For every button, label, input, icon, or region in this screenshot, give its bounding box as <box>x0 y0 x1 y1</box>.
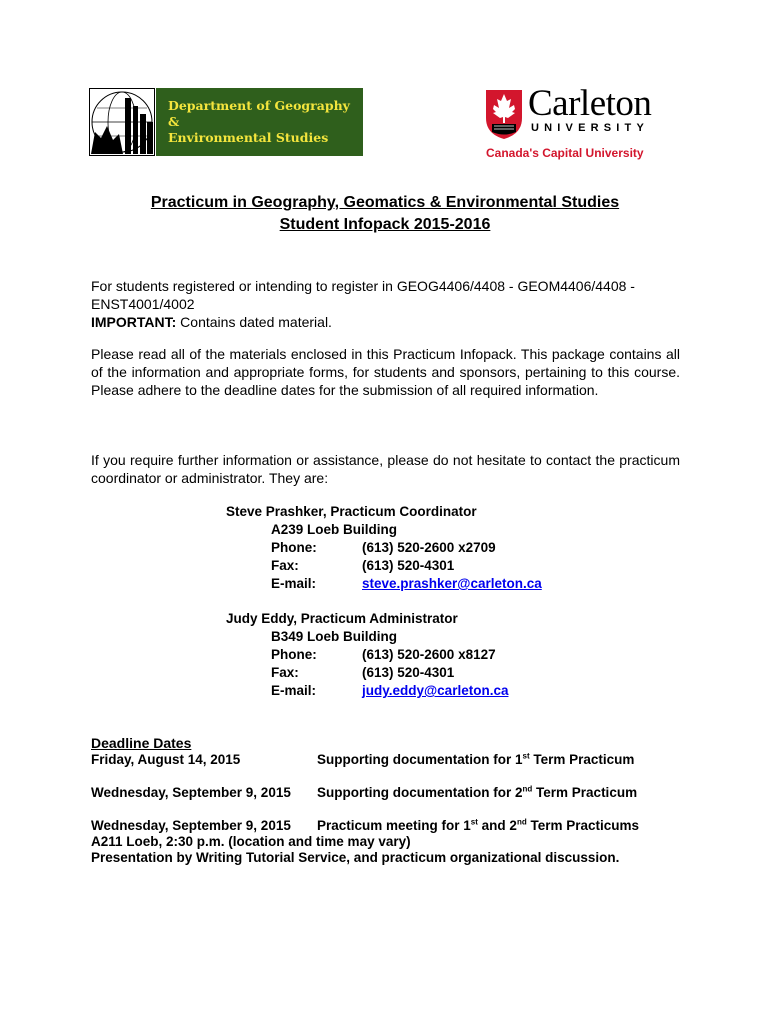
intro-paragraph-2: If you require further information or assistance, please do not hesitate to contact the practicum coordinator or administrator. They are: <box>91 452 680 486</box>
contact-fax-label: Fax: <box>271 665 299 680</box>
important-label: IMPORTANT: <box>91 314 177 330</box>
contact-fax: (613) 520-4301 <box>362 558 455 573</box>
deadline-description: Supporting documentation for 1st Term Practicum <box>317 751 635 767</box>
maple-leaf-shield-icon <box>484 88 524 140</box>
contact-email-link[interactable]: judy.eddy@carleton.ca <box>362 683 509 698</box>
registration-line-2: ENST4001/4002 <box>91 296 195 312</box>
dept-logo-line2: Environmental Studies <box>168 130 329 145</box>
contact-name-title: Judy Eddy, Practicum Administrator <box>226 611 458 626</box>
contact-fax-label: Fax: <box>271 558 299 573</box>
globe-city-emblem-icon <box>89 88 155 156</box>
document-subtitle: Student Infopack 2015-2016 <box>279 216 491 233</box>
deadline-description: Practicum meeting for 1st and 2nd Term Practicums <box>317 817 640 833</box>
registration-line-1: For students registered or intending to register in GEOG4406/4408 - GEOM4406/4408 - <box>91 278 635 294</box>
contact-email-label: E-mail: <box>271 683 317 698</box>
deadlines-heading: Deadline Dates <box>91 735 192 751</box>
contact-email-link[interactable]: steve.prashker@carleton.ca <box>362 576 542 591</box>
intro-paragraph-1: Please read all of the materials enclosed in this Practicum Infopack. This package contains all of the information and appropriate forms, for students and sponsors, pertaining to this course. Please adhere to the deadline dates for the submission of all required information. <box>91 346 680 398</box>
deadline-description: Supporting documentation for 2nd Term Practicum <box>317 784 638 800</box>
carleton-university-label: UNIVERSITY <box>531 122 650 134</box>
intro-registration <box>91 277 680 331</box>
contact-email-label: E-mail: <box>271 576 317 591</box>
carleton-tagline: Canada's Capital University <box>486 146 644 160</box>
deadline-date: Friday, August 14, 2015 <box>91 752 241 767</box>
contact-phone-label: Phone: <box>271 540 317 555</box>
deadline-date: Wednesday, September 9, 2015 <box>91 785 291 800</box>
dept-name-box <box>156 88 363 156</box>
deadline-note: Presentation by Writing Tutorial Service, and practicum organizational discussion. <box>91 850 620 865</box>
carleton-logo <box>484 83 670 162</box>
dept-logo <box>89 88 363 156</box>
deadline-date: Wednesday, September 9, 2015 <box>91 818 291 833</box>
contact-office: B349 Loeb Building <box>271 629 398 644</box>
contact-phone: (613) 520-2600 x8127 <box>362 647 496 662</box>
carleton-wordmark: Carleton <box>528 83 652 124</box>
important-text: Contains dated material. <box>176 314 332 330</box>
contact-fax: (613) 520-4301 <box>362 665 455 680</box>
dept-logo-line1: Department of Geography & <box>168 98 350 129</box>
deadline-location: A211 Loeb, 2:30 p.m. (location and time may vary) <box>91 834 411 849</box>
contact-phone: (613) 520-2600 x2709 <box>362 540 496 555</box>
contact-office: A239 Loeb Building <box>271 522 398 537</box>
important-note <box>91 313 680 331</box>
contact-name-title: Steve Prashker, Practicum Coordinator <box>226 504 477 519</box>
contact-phone-label: Phone: <box>271 647 317 662</box>
document-title: Practicum in Geography, Geomatics & Environmental Studies <box>150 194 620 211</box>
